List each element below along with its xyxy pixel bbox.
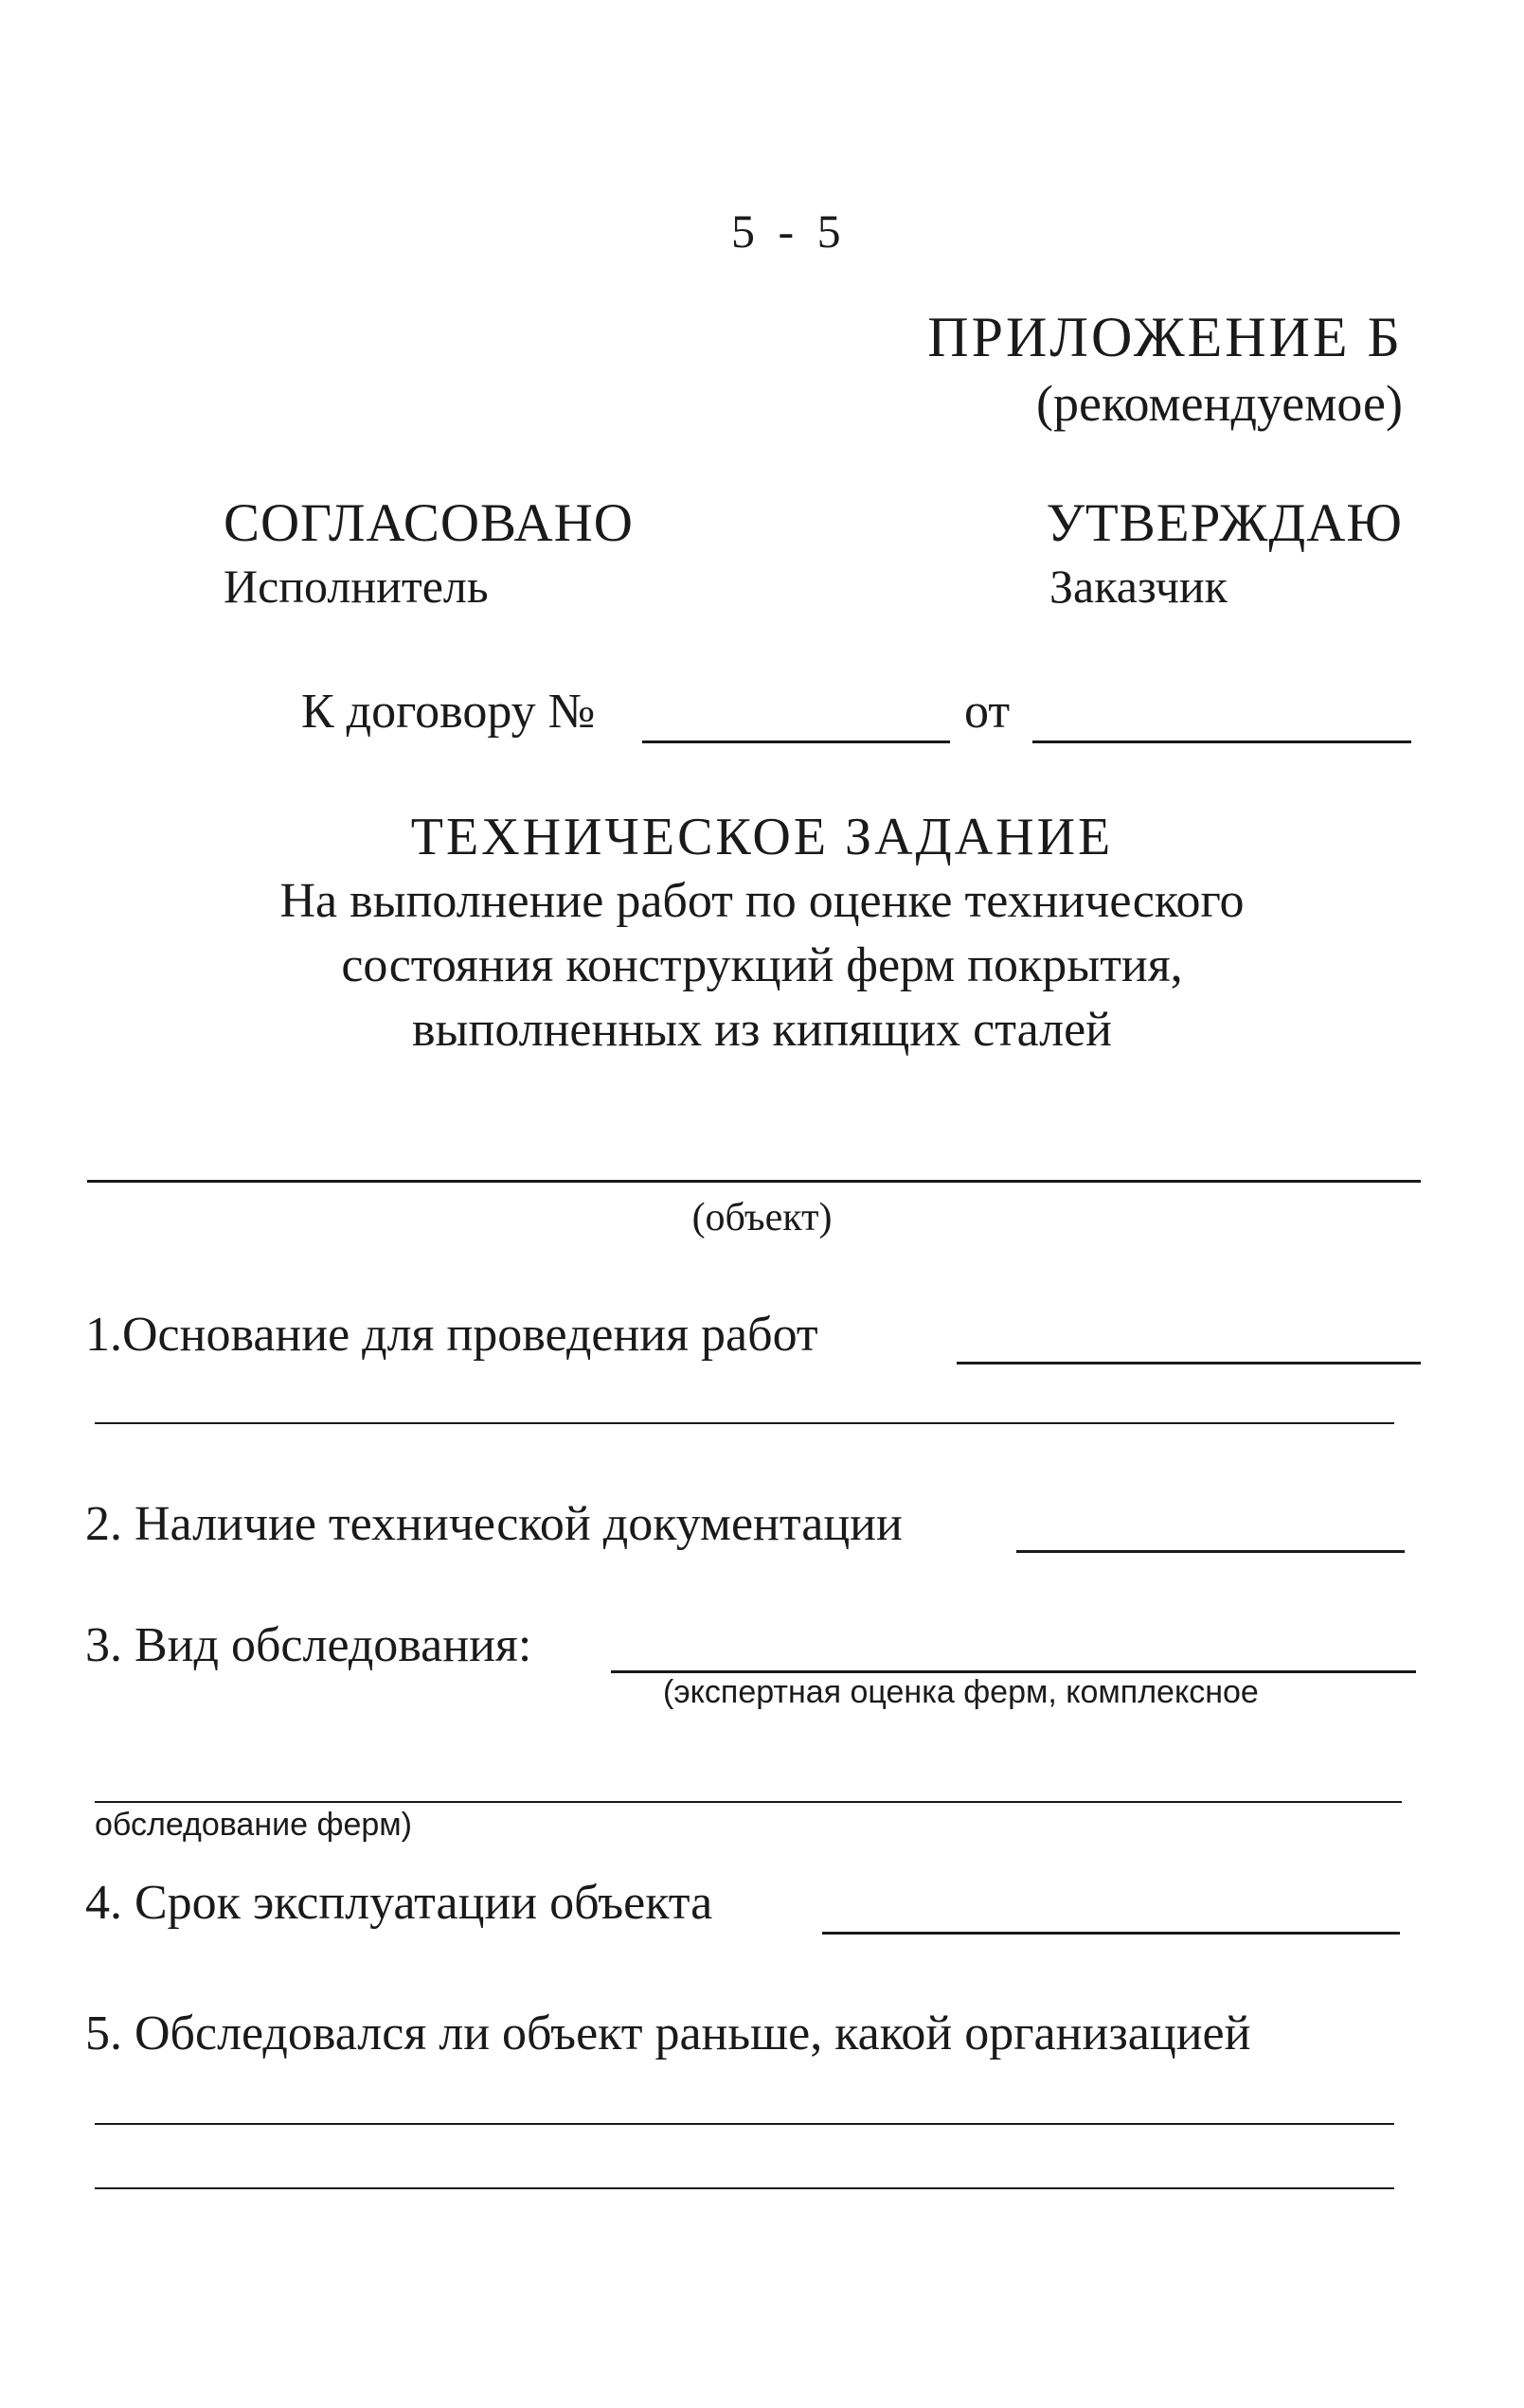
document-subtitle-line: состояния конструкций ферм покрытия, — [341, 938, 1183, 992]
item-previous-survey-label: 5. Обследовался ли объект раньше, какой организацией — [85, 2007, 1251, 2060]
contract-number-label: К договору № — [301, 685, 596, 739]
contract-date-label: от — [964, 685, 1011, 739]
approve-heading: УТВЕРЖДАЮ — [1046, 493, 1403, 553]
document-subtitle-line: На выполнение работ по оценке технического — [279, 874, 1245, 928]
item-service-life-label: 4. Срок эксплуатации объекта — [85, 1876, 713, 1930]
agreed-role: Исполнитель — [224, 560, 489, 613]
document-title: ТЕХНИЧЕСКОЕ ЗАДАНИЕ — [410, 808, 1114, 866]
item-previous-survey-line[interactable] — [95, 2123, 1394, 2125]
item-documentation-blank[interactable] — [1016, 1550, 1405, 1553]
contract-date-blank[interactable] — [1032, 740, 1411, 743]
item-basis-label: 1.Основание для проведения работ — [85, 1308, 818, 1362]
item-survey-type-hint: обследование ферм) — [95, 1807, 412, 1843]
appendix-subtitle: (рекомендуемое) — [1036, 375, 1403, 432]
appendix-title: ПРИЛОЖЕНИЕ Б — [927, 306, 1403, 368]
page-number: 5 - 5 — [731, 205, 847, 258]
item-previous-survey-line[interactable] — [95, 2187, 1394, 2189]
item-service-life-blank[interactable] — [822, 1932, 1400, 1935]
agreed-heading: СОГЛАСОВАНО — [224, 493, 634, 553]
approve-role: Заказчик — [1049, 560, 1228, 613]
item-basis-blank[interactable] — [957, 1362, 1421, 1365]
item-survey-type-label: 3. Вид обследования: — [85, 1618, 532, 1672]
object-caption: (объект) — [691, 1196, 833, 1240]
contract-number-blank[interactable] — [642, 740, 950, 743]
item-survey-type-continuation-line[interactable] — [95, 1801, 1402, 1803]
item-survey-type-hint: (экспертная оценка ферм, комплексное — [663, 1674, 1259, 1710]
object-blank[interactable] — [87, 1180, 1421, 1183]
document-subtitle-line: выполненных из кипящих сталей — [412, 1003, 1112, 1057]
item-survey-type-blank[interactable] — [611, 1670, 1416, 1673]
item-basis-continuation-line[interactable] — [95, 1422, 1394, 1424]
item-documentation-label: 2. Наличие технической документации — [85, 1497, 903, 1551]
